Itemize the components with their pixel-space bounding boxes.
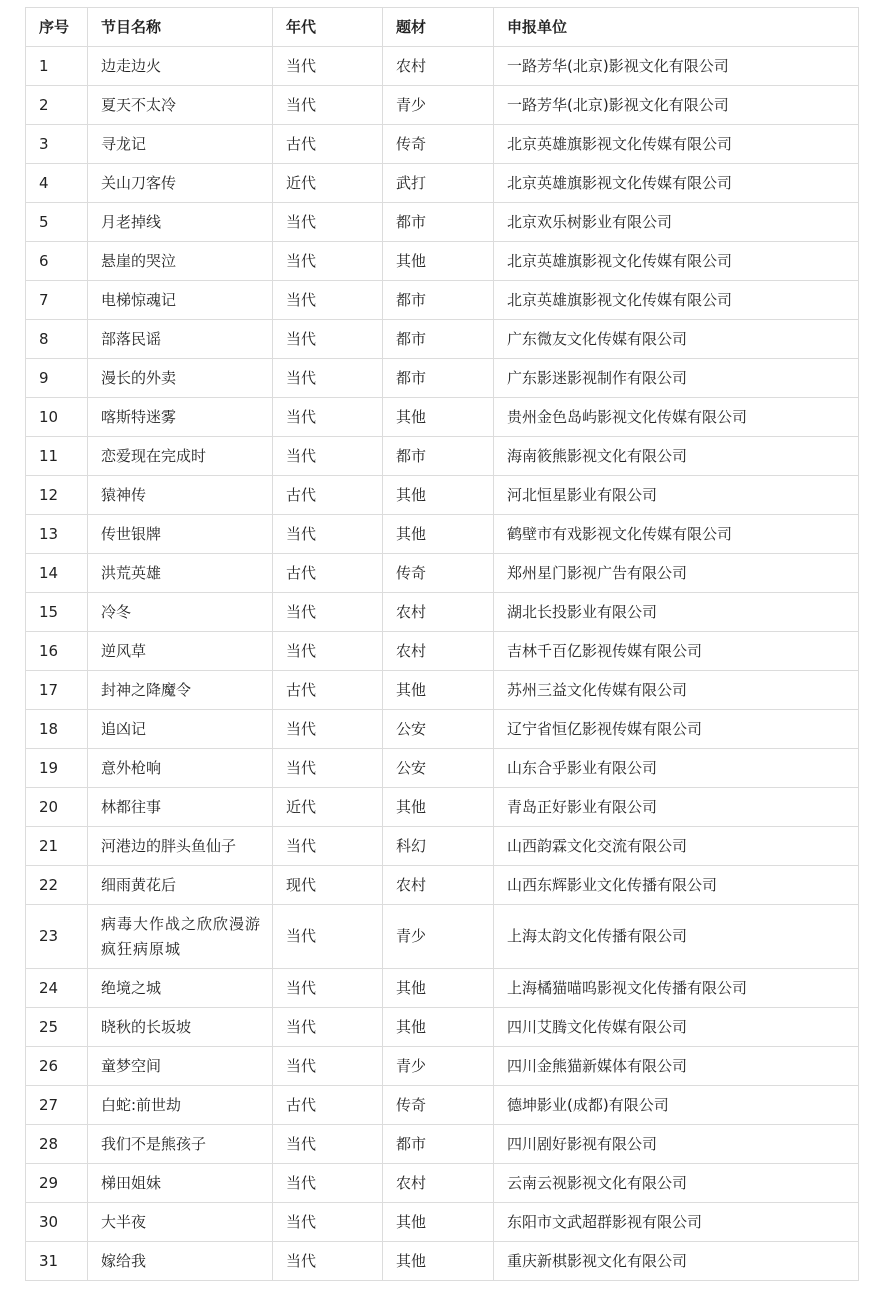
- program-table-container: [25, 7, 858, 1281]
- cell-genre: 都市: [383, 320, 494, 359]
- cell-applicant: 东阳市文武超群影视有限公司: [494, 1203, 859, 1242]
- cell-era: 古代: [273, 554, 383, 593]
- cell-program-name: 电梯惊魂记: [88, 281, 273, 320]
- cell-number: 16: [26, 632, 88, 671]
- cell-number: 6: [26, 242, 88, 281]
- cell-era: 近代: [273, 788, 383, 827]
- cell-applicant: 北京英雄旗影视文化传媒有限公司: [494, 281, 859, 320]
- cell-program-name: 晓秋的长坂坡: [88, 1008, 273, 1047]
- cell-program-name: 童梦空间: [88, 1047, 273, 1086]
- cell-applicant: 山东合乎影业有限公司: [494, 749, 859, 788]
- cell-program-name: 夏天不太冷: [88, 86, 273, 125]
- table-row: [26, 359, 859, 398]
- cell-era: 当代: [273, 1164, 383, 1203]
- cell-program-name: 嫁给我: [88, 1242, 273, 1281]
- cell-program-name: 病毒大作战之欣欣漫游疯狂病原城: [88, 905, 273, 969]
- cell-era: 当代: [273, 320, 383, 359]
- cell-applicant: 北京英雄旗影视文化传媒有限公司: [494, 242, 859, 281]
- cell-number: 27: [26, 1086, 88, 1125]
- cell-genre: 农村: [383, 632, 494, 671]
- table-row: [26, 788, 859, 827]
- table-row: [26, 1086, 859, 1125]
- table-row: [26, 1164, 859, 1203]
- cell-genre: 农村: [383, 593, 494, 632]
- cell-number: 21: [26, 827, 88, 866]
- table-header-row: [26, 8, 859, 47]
- cell-applicant: 北京欢乐树影业有限公司: [494, 203, 859, 242]
- cell-era: 当代: [273, 1125, 383, 1164]
- header-applicant: 申报单位: [494, 8, 859, 47]
- table-row: [26, 476, 859, 515]
- cell-era: 当代: [273, 1203, 383, 1242]
- cell-applicant: 苏州三益文化传媒有限公司: [494, 671, 859, 710]
- cell-applicant: 贵州金色岛屿影视文化传媒有限公司: [494, 398, 859, 437]
- cell-applicant: 北京英雄旗影视文化传媒有限公司: [494, 164, 859, 203]
- table-row: [26, 1203, 859, 1242]
- cell-number: 2: [26, 86, 88, 125]
- table-row: [26, 969, 859, 1008]
- cell-number: 1: [26, 47, 88, 86]
- header-number: 序号: [26, 8, 88, 47]
- cell-genre: 其他: [383, 788, 494, 827]
- cell-number: 17: [26, 671, 88, 710]
- cell-program-name: 林都往事: [88, 788, 273, 827]
- cell-era: 古代: [273, 125, 383, 164]
- cell-number: 8: [26, 320, 88, 359]
- cell-genre: 传奇: [383, 125, 494, 164]
- cell-number: 31: [26, 1242, 88, 1281]
- cell-genre: 其他: [383, 1008, 494, 1047]
- table-row: [26, 905, 859, 969]
- table-row: [26, 242, 859, 281]
- cell-applicant: 云南云视影视文化有限公司: [494, 1164, 859, 1203]
- cell-number: 13: [26, 515, 88, 554]
- header-genre: 题材: [383, 8, 494, 47]
- cell-era: 当代: [273, 86, 383, 125]
- cell-genre: 科幻: [383, 827, 494, 866]
- cell-era: 近代: [273, 164, 383, 203]
- cell-applicant: 一路芳华(北京)影视文化有限公司: [494, 86, 859, 125]
- cell-number: 15: [26, 593, 88, 632]
- cell-era: 当代: [273, 827, 383, 866]
- table-row: [26, 671, 859, 710]
- cell-program-name: 梯田姐妹: [88, 1164, 273, 1203]
- cell-genre: 农村: [383, 866, 494, 905]
- cell-applicant: 辽宁省恒亿影视传媒有限公司: [494, 710, 859, 749]
- cell-number: 20: [26, 788, 88, 827]
- cell-number: 18: [26, 710, 88, 749]
- cell-program-name: 大半夜: [88, 1203, 273, 1242]
- table-row: [26, 1047, 859, 1086]
- cell-era: 古代: [273, 476, 383, 515]
- cell-era: 当代: [273, 1008, 383, 1047]
- table-row: [26, 1008, 859, 1047]
- cell-number: 26: [26, 1047, 88, 1086]
- table-row: [26, 866, 859, 905]
- cell-genre: 都市: [383, 437, 494, 476]
- cell-program-name: 传世银牌: [88, 515, 273, 554]
- cell-genre: 其他: [383, 969, 494, 1008]
- table-row: [26, 398, 859, 437]
- cell-number: 30: [26, 1203, 88, 1242]
- cell-number: 24: [26, 969, 88, 1008]
- cell-applicant: 广东影迷影视制作有限公司: [494, 359, 859, 398]
- cell-number: 28: [26, 1125, 88, 1164]
- table-row: [26, 710, 859, 749]
- cell-era: 当代: [273, 359, 383, 398]
- cell-number: 3: [26, 125, 88, 164]
- cell-era: 现代: [273, 866, 383, 905]
- cell-applicant: 湖北长投影业有限公司: [494, 593, 859, 632]
- table-row: [26, 164, 859, 203]
- cell-genre: 其他: [383, 1242, 494, 1281]
- cell-program-name: 恋爱现在完成时: [88, 437, 273, 476]
- cell-genre: 青少: [383, 86, 494, 125]
- cell-era: 当代: [273, 905, 383, 969]
- cell-era: 当代: [273, 1047, 383, 1086]
- cell-genre: 青少: [383, 905, 494, 969]
- header-era: 年代: [273, 8, 383, 47]
- cell-genre: 都市: [383, 203, 494, 242]
- cell-genre: 公安: [383, 749, 494, 788]
- table-row: [26, 203, 859, 242]
- table-row: [26, 320, 859, 359]
- cell-program-name: 追凶记: [88, 710, 273, 749]
- cell-era: 当代: [273, 515, 383, 554]
- cell-genre: 都市: [383, 359, 494, 398]
- table-row: [26, 515, 859, 554]
- cell-genre: 青少: [383, 1047, 494, 1086]
- cell-genre: 其他: [383, 515, 494, 554]
- cell-number: 11: [26, 437, 88, 476]
- cell-applicant: 一路芳华(北京)影视文化有限公司: [494, 47, 859, 86]
- cell-era: 当代: [273, 281, 383, 320]
- cell-era: 当代: [273, 1242, 383, 1281]
- cell-program-name: 冷冬: [88, 593, 273, 632]
- cell-genre: 农村: [383, 47, 494, 86]
- cell-genre: 农村: [383, 1164, 494, 1203]
- cell-program-name: 喀斯特迷雾: [88, 398, 273, 437]
- cell-genre: 武打: [383, 164, 494, 203]
- cell-number: 5: [26, 203, 88, 242]
- cell-applicant: 青岛正好影业有限公司: [494, 788, 859, 827]
- cell-applicant: 上海太韵文化传播有限公司: [494, 905, 859, 969]
- cell-program-name: 我们不是熊孩子: [88, 1125, 273, 1164]
- cell-number: 7: [26, 281, 88, 320]
- cell-era: 当代: [273, 437, 383, 476]
- cell-era: 当代: [273, 749, 383, 788]
- cell-number: 25: [26, 1008, 88, 1047]
- cell-era: 古代: [273, 1086, 383, 1125]
- cell-program-name: 部落民谣: [88, 320, 273, 359]
- table-row: [26, 827, 859, 866]
- cell-applicant: 广东微友文化传媒有限公司: [494, 320, 859, 359]
- cell-applicant: 重庆新棋影视文化有限公司: [494, 1242, 859, 1281]
- cell-program-name: 洪荒英雄: [88, 554, 273, 593]
- cell-applicant: 海南筱熊影视文化有限公司: [494, 437, 859, 476]
- cell-program-name: 封神之降魔令: [88, 671, 273, 710]
- cell-applicant: 德坤影业(成都)有限公司: [494, 1086, 859, 1125]
- cell-genre: 传奇: [383, 1086, 494, 1125]
- cell-applicant: 上海橘猫喵呜影视文化传播有限公司: [494, 969, 859, 1008]
- table-row: [26, 1242, 859, 1281]
- cell-genre: 其他: [383, 242, 494, 281]
- cell-program-name: 悬崖的哭泣: [88, 242, 273, 281]
- cell-applicant: 鹤壁市有戏影视文化传媒有限公司: [494, 515, 859, 554]
- table-row: [26, 125, 859, 164]
- cell-number: 10: [26, 398, 88, 437]
- table-row: [26, 1125, 859, 1164]
- cell-era: 当代: [273, 969, 383, 1008]
- cell-number: 29: [26, 1164, 88, 1203]
- table-row: [26, 86, 859, 125]
- cell-program-name: 猿神传: [88, 476, 273, 515]
- table-row: [26, 632, 859, 671]
- cell-applicant: 河北恒星影业有限公司: [494, 476, 859, 515]
- cell-genre: 公安: [383, 710, 494, 749]
- cell-applicant: 郑州星门影视广告有限公司: [494, 554, 859, 593]
- cell-program-name: 关山刀客传: [88, 164, 273, 203]
- cell-program-name: 细雨黄花后: [88, 866, 273, 905]
- cell-genre: 其他: [383, 398, 494, 437]
- cell-number: 19: [26, 749, 88, 788]
- header-program-name: 节目名称: [88, 8, 273, 47]
- cell-era: 当代: [273, 632, 383, 671]
- cell-applicant: 四川艾腾文化传媒有限公司: [494, 1008, 859, 1047]
- table-row: [26, 749, 859, 788]
- cell-applicant: 四川金熊猫新媒体有限公司: [494, 1047, 859, 1086]
- cell-genre: 其他: [383, 671, 494, 710]
- cell-program-name: 边走边火: [88, 47, 273, 86]
- cell-number: 4: [26, 164, 88, 203]
- table-row: [26, 281, 859, 320]
- cell-applicant: 山西东辉影业文化传播有限公司: [494, 866, 859, 905]
- cell-applicant: 四川剧好影视有限公司: [494, 1125, 859, 1164]
- table-row: [26, 593, 859, 632]
- cell-genre: 都市: [383, 281, 494, 320]
- cell-number: 9: [26, 359, 88, 398]
- table-row: [26, 554, 859, 593]
- cell-era: 当代: [273, 593, 383, 632]
- cell-applicant: 山西韵霖文化交流有限公司: [494, 827, 859, 866]
- cell-era: 当代: [273, 398, 383, 437]
- cell-number: 23: [26, 905, 88, 969]
- table-row: [26, 437, 859, 476]
- cell-number: 14: [26, 554, 88, 593]
- cell-era: 当代: [273, 203, 383, 242]
- cell-program-name: 绝境之城: [88, 969, 273, 1008]
- cell-program-name: 白蛇:前世劫: [88, 1086, 273, 1125]
- cell-applicant: 北京英雄旗影视文化传媒有限公司: [494, 125, 859, 164]
- cell-program-name: 逆风草: [88, 632, 273, 671]
- cell-program-name: 寻龙记: [88, 125, 273, 164]
- cell-era: 当代: [273, 710, 383, 749]
- cell-genre: 其他: [383, 476, 494, 515]
- program-table: [25, 7, 859, 1281]
- cell-program-name: 月老掉线: [88, 203, 273, 242]
- cell-applicant: 吉林千百亿影视传媒有限公司: [494, 632, 859, 671]
- cell-genre: 都市: [383, 1125, 494, 1164]
- cell-era: 古代: [273, 671, 383, 710]
- cell-program-name: 漫长的外卖: [88, 359, 273, 398]
- cell-number: 22: [26, 866, 88, 905]
- table-body: [26, 47, 859, 1281]
- cell-era: 当代: [273, 242, 383, 281]
- cell-genre: 传奇: [383, 554, 494, 593]
- cell-program-name: 意外枪响: [88, 749, 273, 788]
- cell-program-name: 河港边的胖头鱼仙子: [88, 827, 273, 866]
- cell-era: 当代: [273, 47, 383, 86]
- table-row: [26, 47, 859, 86]
- cell-number: 12: [26, 476, 88, 515]
- cell-genre: 其他: [383, 1203, 494, 1242]
